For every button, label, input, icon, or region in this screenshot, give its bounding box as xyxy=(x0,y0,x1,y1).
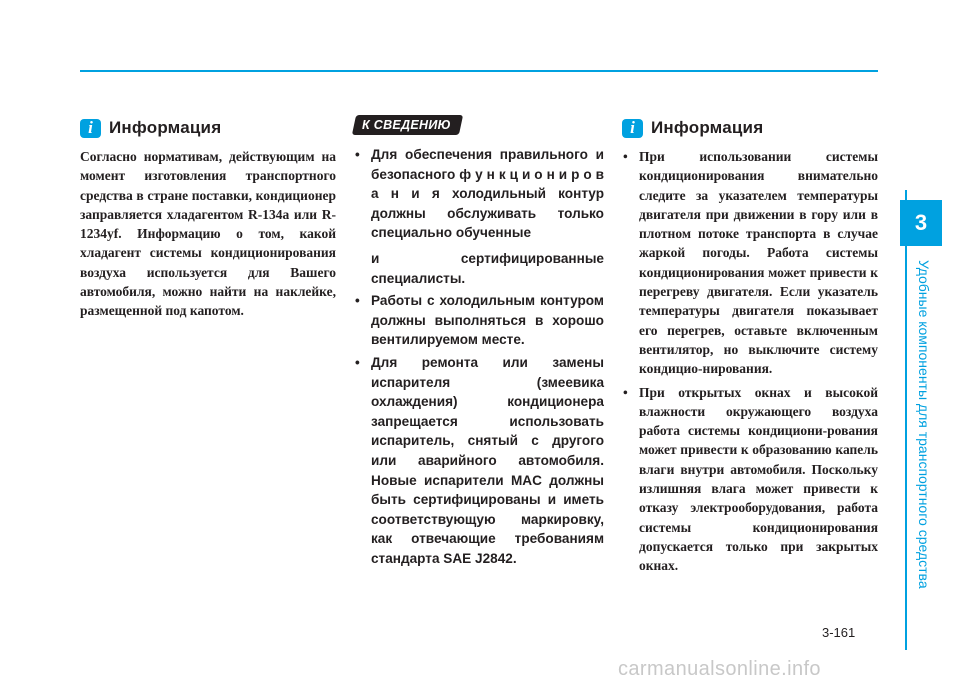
notice-badge: К СВЕДЕНИЮ xyxy=(352,115,463,135)
top-divider xyxy=(80,70,878,72)
list-item: • Для ремонта или замены испарителя (змеевика охлаждения) кондиционера запрещается использовать испаритель, снятый с другого или аварийного автомобиля. Новые испарители MAC должны быть сертифицированы и иметь соответствующую маркировку, как отвечающие требованиям стандарта SAE J2842. xyxy=(354,353,604,569)
info-heading xyxy=(80,115,336,141)
list-item: • При открытых окнах и высокой влажности окружающего воздуха работа системы кондициони-рования может привести к образованию капель влаги внутри автомобиля. Поскольку излишняя влага может привести к отказу электрооборудования, работа системы кондиционирования допускается только при закрытых окнах. xyxy=(622,383,878,576)
chapter-tab: 3 xyxy=(900,200,942,246)
info-heading xyxy=(622,115,878,141)
info-list xyxy=(622,147,878,576)
notice-column xyxy=(354,115,604,571)
list-item: • Работы с холодильным контуром должны выполняться в хорошо вентилируемом месте. xyxy=(354,291,604,350)
refrigerant-info-text: Согласно нормативам, действующим на момент изготовления транспортного средства в стране поставки, кондиционер заправляется хладагентом R-134a или R-1234yf. Информацию о том, какой хладагент системы кондиционирования воздуха используется для Вашего автомобиля, можно найти на наклейке, размещенной под капотом. xyxy=(80,149,336,319)
list-item-continuation: и сертифицированные специалисты. xyxy=(371,250,604,286)
watermark: carmanualsonline.info xyxy=(618,658,821,680)
info-column-right xyxy=(622,115,878,580)
info-title: Информация xyxy=(109,118,222,137)
page-number: 3-161 xyxy=(822,625,856,640)
info-column-left xyxy=(80,115,336,321)
list-item: • При использовании системы кондиционирования внимательно следите за указателем температуры двигателя при движении в гору или в плотном потоке транспорта в случае жаркой погоды. Работа системы кондиционирования может привести к перегреву двигателя. Если указатель температуры двигателя показывает его перегрев, оставьте включенным вентилятор, но выключите систему кондицио-нирования. xyxy=(622,147,878,379)
side-divider xyxy=(905,190,907,650)
info-icon: i xyxy=(80,119,101,138)
list-item: • Для обеспечения правильного и безопасного ф у н к ц и о н и р о в а н и я холодильный контур должны обслуживать только специально обученные xyxy=(354,145,604,243)
info-icon: i xyxy=(622,119,643,138)
notice-list xyxy=(354,145,604,568)
info-title: Информация xyxy=(651,118,764,137)
chapter-title: Удобные компоненты для транспортного средства xyxy=(916,260,932,589)
